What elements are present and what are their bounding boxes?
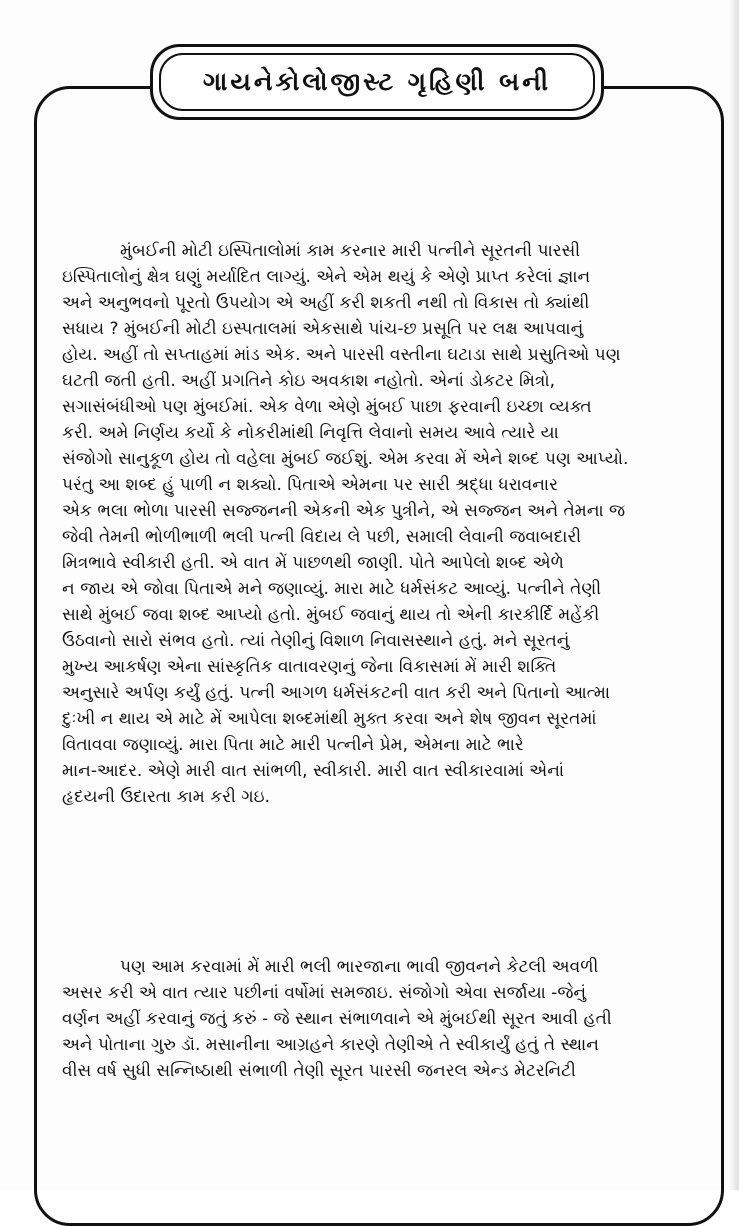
text-line: વિતાવવા જણાવ્યું. મારા પિતા માટે મારી પત્નીને પ્રેમ, એમના માટે ભારે [62,735,524,755]
text-line: સંજોગો સાનુકૂળ હોય તો વહેલા મુંબઈ જઈશું. એમ કરવા મેં એને શબ્દ પણ આપ્યો. [62,449,629,469]
text-line: એક ભલા ભોળા પારસી સજ્જનની એકની એક પુત્રીને, એ સજ્જન અને તેમના જ [62,501,626,521]
text-line: હોય. અહીં તો સપ્તાહમાં માંડ એક. અને પારસી વસ્તીના ઘટાડા સાથે પ્રસુતિઓ પણ [62,345,621,365]
text-line: મુખ્ય આકર્ષણ એના સાંસ્કૃતિક વાતાવરણનું જેના વિકાસમાં મેં મારી શક્તિ [62,657,557,677]
text-line: ન જાય એ જોવા પિતાએ મને જણાવ્યું. મારા માટે ધર્મસંકટ આવ્યું. પત્નીને તેણી [62,579,602,599]
paragraph-2 [62,954,688,1084]
text-line: વીસ વર્ષ સુધી સન્નિષ્ઠાથી સંભાળી તેણી સૂરત પારસી જનરલ એન્ડ મેટરનિટી [62,1061,576,1081]
text-line: અનુસારે અર્પણ કર્યું હતું. પત્ની આગળ ધર્મસંકટની વાત કરી અને પિતાનો આત્મા [62,683,611,703]
text-line: સગાસંબંધીઓ પણ મુંબઈમાં. એક વેળા એણે મુંબઈ પાછા ફરવાની ઇચ્છા વ્યક્ત [62,397,592,417]
text-line: ઘટતી જતી હતી. અહીં પ્રગતિને કોઇ અવકાશ નહોતો. એનાં ડોકટર મિત્રો, [62,371,556,391]
text-line: પરંતુ આ શબ્દ હું પાળી ન શક્યો. પિતાએ એમના પર સારી શ્રદ્ધા ધરાવનાર [62,475,558,495]
text-line: વર્ણન અહીં કરવાનું જતું કરું - જે સ્થાન સંભાળવાને એ મુંબઈથી સૂરત આવી હતી [62,1009,612,1029]
chapter-title: ગાયનેકોલોજીસ્ટ ગૃહિણી બની [203,67,551,96]
page-edge-shadow [729,0,739,1190]
text-line: મિત્રભાવે સ્વીકારી હતી. એ વાત મેં પાછળથી જાણી. પોતે આપેલો શબ્દ એળે [62,553,564,573]
text-line: ઇસ્પિતાલોનું ક્ષેત્ર ઘણું મર્યાદિત લાગ્યું. એને એમ થયું કે એણે પ્રાપ્ત કરેલાં જ્ઞાન [62,267,591,287]
text-line: મુંબઈની મોટી ઇસ્પિતાલોમાં કામ કરનાર મારી પત્નીને સૂરતની પારસી [120,241,581,261]
text-line: જેવી તેમની ભોળીભાળી ભલી પત્ની વિદાય લે પછી, સમાલી લેવાની જવાબદારી [62,527,582,547]
text-line: સાથે મુંબઈ જવા શબ્દ આપ્યો હતો. મુંબઈ જવાનું થાય તો એની કારકીર્દિ મહેંકી [62,605,600,625]
title-box [150,44,604,120]
text-line: કરી. અમે નિર્ણય કર્યો કે નોકરીમાંથી નિવૃત્તિ લેવાનો સમય આવે ત્યારે યા [62,423,559,443]
text-line: પણ આમ કરવામાં મેં મારી ભલી ભારજાના ભાવી જીવનને કેટલી અવળી [120,957,599,977]
text-line: હૃદયની ઉદારતા કામ કરી ગઇ. [62,787,270,807]
text-line: અને અનુભવનો પૂરતો ઉપયોગ એ અહીં કરી શકતી નથી તો વિકાસ તો ક્યાંથી [62,293,590,313]
text-line: માન-આદર. એણે મારી વાત સાંભળી, સ્વીકારી. મારી વાત સ્વીકારવામાં એનાં [62,761,565,781]
text-line: સધાય ? મુંબઈની મોટી ઇસ્પતાલમાં એકસાથે પાંચ-છ પ્રસૂતિ પર લક્ષ આપવાનું [62,319,584,339]
text-line: ઉઠવાનો સારો સંભવ હતો. ત્યાં તેણીનું વિશાળ નિવાસસ્થાને હતું. મને સૂરતનું [62,631,570,651]
text-line: અસર કરી એ વાત ત્યાર પછીનાં વર્ષોમાં સમજાઇ. સંજોગો એવા સર્જાયા -જેનું [62,983,587,1003]
text-line: અને પોતાના ગુરુ ડૉ. મસાનીના આગ્રહને કારણે તેણીએ તે સ્વીકાર્યું હતું તે સ્થાન [62,1035,599,1055]
text-line: દુઃખી ન થાય એ માટે મેં આપેલા શબ્દમાંથી મુક્ત કરવા અને શેષ જીવન સૂરતમાં [62,709,597,729]
paragraph-1 [62,238,688,810]
